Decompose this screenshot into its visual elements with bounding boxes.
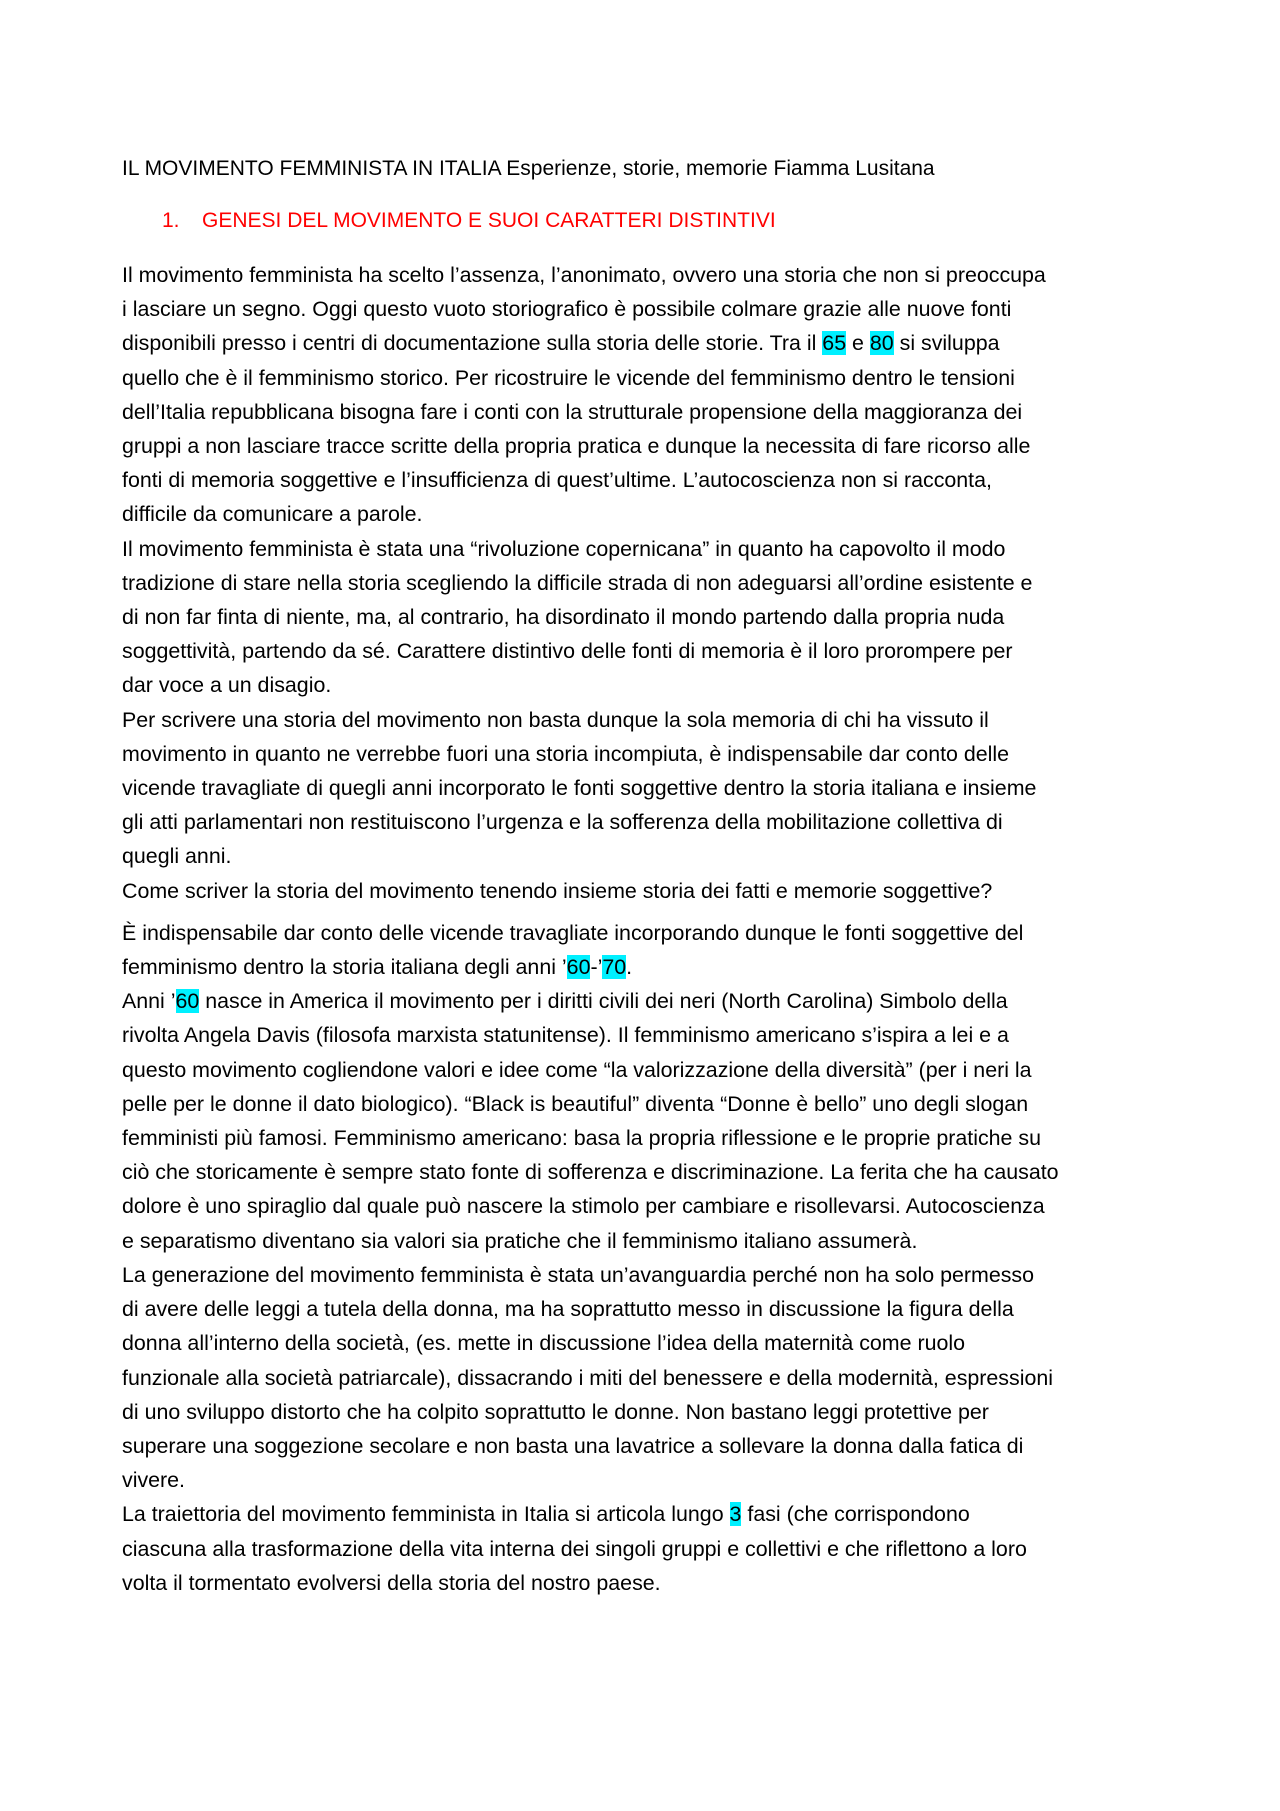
section-heading-number: 1.: [162, 209, 180, 232]
highlighted-text: 65: [822, 331, 847, 356]
text-line: quegli anni.: [122, 844, 232, 869]
text-line: [122, 984, 1174, 1018]
text-line: Il movimento femminista è stata una “rivoluzione copernicana” in quanto ha capovolto il modo: [122, 536, 1006, 561]
text-segment: nasce in America il movimento per i diritti civili dei neri (North Carolina) Simbolo della: [199, 989, 1008, 1014]
text-line: di non far finta di niente, ma, al contrario, ha disordinato il mondo partendo dalla propria nuda: [122, 605, 1005, 630]
text-line: Il movimento femminista ha scelto l’assenza, l’anonimato, ovvero una storia che non si preoccupa: [122, 263, 1046, 287]
text-line: [122, 326, 1174, 360]
text-line: di avere delle leggi a tutela della donna, ma ha soprattutto messo in discussione la figura della: [122, 1297, 1014, 1322]
text-line: donna all’interno della società, (es. mette in discussione l’idea della maternità come ruolo: [122, 1331, 966, 1356]
text-line: dell’Italia repubblicana bisogna fare i conti con la strutturale propensione della maggioranza dei: [122, 399, 1023, 424]
text-segment: -’: [590, 955, 603, 980]
text-line: ciascuna alla trasformazione della vita interna dei singoli gruppi e collettivi e che riflettono a loro: [122, 1536, 1027, 1561]
text-line: dar voce a un disagio.: [122, 673, 332, 698]
body-text: [122, 258, 1174, 1600]
text-segment: Anni ’: [122, 989, 176, 1014]
text-line: superare una soggezione secolare e non basta una lavatrice a sollevare la donna dalla fatica di: [122, 1433, 1024, 1458]
text-line: tradizione di stare nella storia scegliendo la difficile strada di non adeguarsi all’ordine esistente e: [122, 570, 1033, 595]
text-line: rivolta Angela Davis (filosofa marxista statunitense). Il femminismo americano s’ispira a lei e a: [122, 1023, 1009, 1048]
text-line: soggettività, partendo da sé. Carattere distintivo delle fonti di memoria è il loro prorompere per: [122, 639, 1013, 664]
text-line: gli atti parlamentari non restituiscono l’urgenza e la sofferenza della mobilitazione collettiva di: [122, 810, 1003, 835]
text-line: difficile da comunicare a parole.: [122, 502, 423, 527]
text-segment: disponibili presso i centri di documentazione sulla storia delle storie. Tra il: [122, 331, 823, 356]
text-segment: si sviluppa: [893, 331, 1000, 356]
text-line: femministi più famosi. Femminismo americano: basa la propria riflessione e le proprie pratiche su: [122, 1126, 1041, 1151]
text-line: funzionale alla società patriarcale), dissacrando i miti del benessere e della modernità, espressioni: [122, 1365, 1053, 1390]
section-heading: [122, 206, 776, 236]
text-line: e separatismo diventano sia valori sia pratiche che il femminismo italiano assumerà.: [122, 1228, 918, 1253]
document-title: IL MOVIMENTO FEMMINISTA IN ITALIA Esperienze, storie, memorie Fiamma Lusitana: [122, 157, 935, 180]
text-segment: fasi (che corrispondono: [741, 1502, 970, 1527]
highlighted-text: 3: [729, 1502, 742, 1527]
text-line: questo movimento cogliendone valori e idee come “la valorizzazione della diversità” (per i neri la: [122, 1057, 1032, 1082]
highlighted-text: 60: [175, 989, 200, 1014]
text-line: ciò che storicamente è sempre stato fonte di sofferenza e discriminazione. La ferita che ha causato: [122, 1160, 1059, 1185]
text-segment: .: [626, 955, 633, 980]
text-segment: La traiettoria del movimento femminista in Italia si articola lungo: [122, 1502, 730, 1527]
text-line: pelle per le donne il dato biologico). “Black is beautiful” diventa “Donne è bello” uno degli slogan: [122, 1091, 1029, 1116]
text-line: È indispensabile dar conto delle vicende travagliate incorporando dunque le fonti soggettive del: [122, 920, 1024, 945]
text-line: quello che è il femminismo storico. Per ricostruire le vicende del femminismo dentro le tensioni: [122, 365, 1015, 390]
text-segment: femminismo dentro la storia italiana degli anni ’: [122, 955, 567, 980]
text-line: La generazione del movimento femminista è stata un’avanguardia perché non ha solo permesso: [122, 1262, 1035, 1287]
text-line: Come scriver la storia del movimento tenendo insieme storia dei fatti e memorie soggettive?: [122, 878, 993, 903]
text-line: Per scrivere una storia del movimento non basta dunque la sola memoria di chi ha vissuto il: [122, 707, 989, 732]
text-line: dolore è uno spiraglio dal quale può nascere la stimolo per cambiare e risollevarsi. Autocoscienza: [122, 1194, 1045, 1219]
section-heading-text: GENESI DEL MOVIMENTO E SUOI CARATTERI DISTINTIVI: [202, 209, 776, 232]
text-line: fonti di memoria soggettive e l’insufficienza di quest’ultime. L’autocoscienza non si racconta,: [122, 468, 992, 493]
text-segment: e: [846, 331, 870, 356]
text-line: di uno sviluppo distorto che ha colpito soprattutto le donne. Non bastano leggi protettive per: [122, 1399, 989, 1424]
text-line: vivere.: [122, 1468, 186, 1493]
highlighted-text: 60: [566, 955, 591, 980]
highlighted-text: 80: [869, 331, 894, 356]
text-line: [122, 1497, 1174, 1531]
text-line: i lasciare un segno. Oggi questo vuoto storiografico è possibile colmare grazie alle nuove fonti: [122, 297, 1012, 322]
highlighted-text: 70: [602, 955, 627, 980]
text-line: volta il tormentato evolversi della storia del nostro paese.: [122, 1570, 661, 1595]
text-line: vicende travagliate di quegli anni incorporato le fonti soggettive dentro la storia italiana e insieme: [122, 776, 1037, 801]
text-line: movimento in quanto ne verrebbe fuori una storia incompiuta, è indispensabile dar conto delle: [122, 741, 1010, 766]
text-line: gruppi a non lasciare tracce scritte della propria pratica e dunque la necessita di fare ricorso alle: [122, 434, 1031, 459]
text-line: [122, 950, 1174, 984]
